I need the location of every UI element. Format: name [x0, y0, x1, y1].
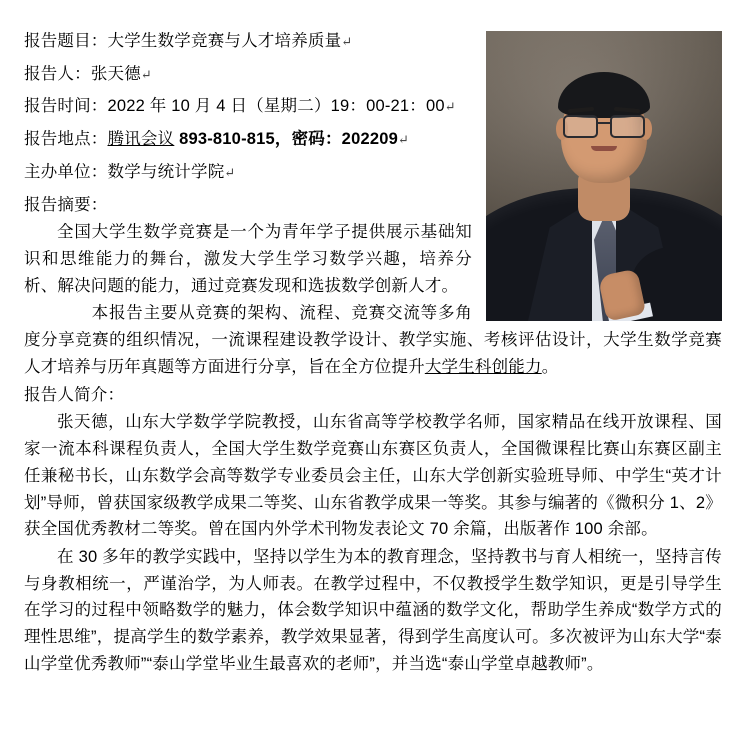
glasses-lens-left: [563, 115, 598, 138]
meta-value-speaker: 张天德: [90, 64, 141, 83]
meeting-id-and-password: 893-810-815，密码：202209: [179, 130, 398, 149]
bio-paragraph-1: 张天德，山东大学数学学院教授，山东省高等学校教学名师，国家精品在线开放课程、国家一流本科课程负责人，全国大学生数学竞赛山东赛区负责人，全国微课程比赛山东赛区副主任兼秘书长，山东数学会高等数学专业委员会主任，山东大学创新实验班导师、中学生“英才计划”导师，曾获国家级教学成果二等奖、山东省教学成果一等奖。其参与编著的《微积分 1、2》获全国优秀教材二等奖。曾在国内外学术刊物发表论文 70 余篇，出版著作 100 余部。: [24, 413, 722, 539]
pilcrow-mark: ↵: [224, 164, 236, 180]
meeting-platform-link[interactable]: 腾讯会议: [107, 130, 175, 149]
pilcrow-mark: ↵: [444, 99, 456, 115]
abstract-paragraph-1: 全国大学生数学竞赛是一个为青年学子提供展示基础知识和思维能力的舞台，激发大学生学习数学兴趣，培养分析、解决问题的能力，通过竞赛发现和选拔数学创新人才。: [24, 223, 472, 295]
pilcrow-mark: ↵: [397, 132, 410, 148]
bio-paragraph-2: 在 30 多年的教学实践中，坚持以学生为本的教育理念，坚持教书与育人相统一，坚持言传与身教相统一，严谨治学，为人师表。在教学过程中，不仅教授学生数学知识，更是引导学生在学习的过程中领略数学的魅力，体会数学知识中蕴涵的数学文化，帮助学生养成“数学方式的理性思维”，提高学生的数学素养，教学效果显著，得到学生高度认可。多次被评为山东大学“泰山学堂优秀教师”“泰山学堂毕业生最喜欢的老师”，并当选“泰山学堂卓越教师”。: [24, 547, 722, 673]
abstract-section-title: 报告摘要：: [24, 195, 108, 214]
abstract-underlined-phrase: 大学生科创能力: [424, 357, 542, 376]
abstract-paragraph-2: 本报告主要从竞赛的架构、流程、竞赛交流等多角度分享竞赛的组织情况，一流课程建设教学设计、教学实施、考核评估设计，大学生数学竞赛人才培养与历年真题等方面进行分享，旨在全方位提升大学生科创能力。: [24, 304, 722, 376]
meta-label-time: 报告时间：: [24, 97, 108, 116]
meta-label-title: 报告题目：: [24, 32, 108, 50]
glasses-icon: [561, 115, 647, 135]
meta-value-time: 2022 年 10 月 4 日（星期二）19：00-21：00: [107, 97, 445, 116]
portrait-mouth: [591, 146, 617, 151]
meta-label-organizer: 主办单位：: [24, 162, 108, 181]
pilcrow-mark: ↵: [341, 34, 353, 49]
bio-section-title: 报告人简介：: [24, 385, 125, 404]
meta-value-title: 大学生数学竞赛与人才培养质量: [107, 32, 342, 50]
speaker-portrait-photo: [486, 31, 722, 321]
pilcrow-mark: ↵: [140, 66, 153, 82]
glasses-lens-right: [610, 115, 645, 138]
meta-value-organizer: 数学与统计学院: [107, 162, 225, 181]
meta-label-speaker: 报告人：: [24, 64, 91, 83]
meta-label-location: 报告地点：: [24, 130, 108, 149]
